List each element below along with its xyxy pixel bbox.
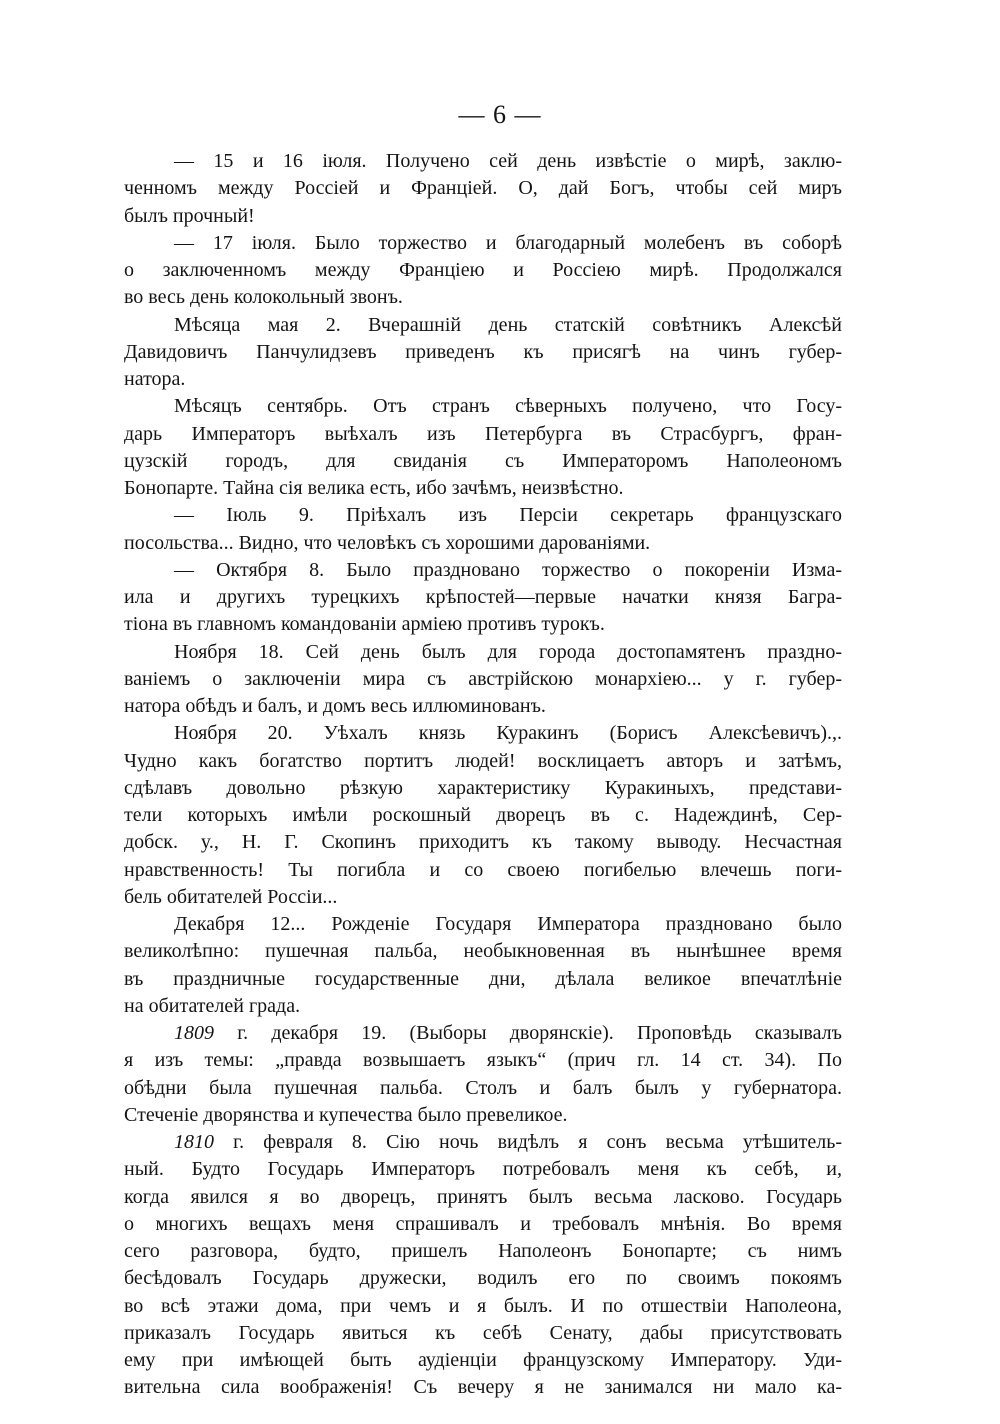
text-line: — Октября 8. Было празднованo торжество о покореніи Изма- — [174, 558, 842, 581]
text-line: 1809 г. декабря 19. (Выборы дворянскіе). Проповѣдь сказывалъ — [174, 1022, 842, 1044]
text-line: Давидовичъ Панчулидзевъ приведенъ къ присягѣ на чинъ губер- — [124, 340, 842, 363]
text-line: — 17 іюля. Было торжество и благодарный молебенъ въ соборѣ — [174, 231, 842, 254]
text-line: обѣдни была пушечная пальба. Столъ и балъ былъ у губернатора. — [124, 1076, 842, 1099]
text-line: натора обѣдъ и балъ, и домъ весь иллюминованъ. — [124, 695, 546, 717]
text-line: ила и другихъ турецкихъ крѣпостей—первые начатки князя Багра- — [124, 586, 842, 608]
text-line: 1810 г. февраля 8. Сію ночь видѣлъ я сонъ весьма утѣшитель- — [174, 1131, 842, 1153]
text-line: сего разговора, будто, пришелъ Наполеонъ Бонопарте; съ нимъ — [124, 1240, 842, 1262]
body-text — [124, 148, 842, 1402]
text-line: — Іюль 9. Пріѣхалъ изъ Персіи секретарь французскаго — [174, 504, 842, 527]
text-line: я изъ темы: „правда возвышаетъ языкъ“ (прич гл. 14 ст. 34). По — [124, 1049, 842, 1072]
text-line: Ноября 20. Уѣхалъ князь Куракинъ (Борисъ Алексѣевичъ).,. — [174, 722, 842, 745]
text-line: ный. Будто Государь Императоръ потребовалъ меня къ себѣ, и, — [124, 1158, 842, 1181]
text-line: цузскій городъ, для свиданія съ Императоромъ Наполеономъ — [124, 449, 842, 472]
text-line: Чудно какъ богатство портитъ людей! восклицаетъ авторъ и затѣмъ, — [124, 749, 842, 772]
text-line: ваніемъ о заключеніи мира съ австрійскою монархіею... у г. губер- — [124, 667, 842, 690]
text-line: о заключенномъ между Франціею и Россіею мирѣ. Продолжался — [124, 259, 842, 281]
text-line: дарь Императоръ выѣхалъ изъ Петербурга въ Страсбургъ, фран- — [124, 422, 842, 445]
text-line: нравственность! Ты погибла и со своею погибелью влечешь поги- — [124, 858, 842, 881]
text-line: былъ прочный! — [124, 204, 255, 227]
text-line: добск. у., Н. Г. Скопинъ приходитъ къ такому выводу. Несчастная — [124, 831, 842, 854]
text-line: въ праздничные государственные дни, дѣлала великое впечатлѣніе — [124, 967, 842, 990]
text-line: во всѣ этажи дома, при чемъ и я былъ. И по отшествіи Наполеона, — [124, 1294, 842, 1317]
text-line: Мѣсяцъ сентябрь. Отъ странъ сѣверныхъ получено, что Госу- — [174, 395, 842, 418]
year-italic: 1809 — [174, 1022, 214, 1044]
text-line: когда явился я во дворецъ, принятъ былъ весьма ласково. Государь — [124, 1185, 842, 1208]
text-line: ему при имѣющей быть аудіенціи французскому Императору. Уди- — [124, 1349, 842, 1371]
text-line: натора. — [124, 368, 186, 390]
text-line: приказалъ Государь явиться къ себѣ Сенату, дабы присутствовать — [124, 1321, 842, 1344]
text-line: посольства... Видно, что человѣкъ съ хорошими дарованіями. — [124, 531, 651, 554]
text-line: тели которыхъ имѣли роскошный дворецъ въ с. Надеждинѣ, Сер- — [124, 804, 842, 826]
text-line: вительна сила воображенія! Съ вечеру я не занимался ни мало ка- — [124, 1376, 842, 1399]
year-italic: 1810 — [174, 1131, 214, 1153]
text-line: о многихъ вещахъ меня спрашивалъ и требовалъ мнѣнія. Во время — [124, 1212, 842, 1235]
text-line: сдѣлавъ довольно рѣзкую характеристику Куракиныхъ, представи- — [124, 776, 842, 799]
text-line: Мѣсяца мая 2. Вчерашній день статскій совѣтникъ Алексѣй — [174, 313, 842, 336]
text-line: Стеченіе дворянства и купечества было превеликое. — [124, 1103, 568, 1126]
text-line: бесѣдовалъ Государь дружески, водилъ его по своимъ покоямъ — [124, 1267, 842, 1290]
text-line: ченномъ между Россіей и Франціей. О, дай Богъ, чтобы сей миръ — [124, 177, 842, 200]
text-line: Бонопарте. Тайна сія велика есть, ибо зачѣмъ, неизвѣстно. — [124, 477, 624, 499]
text-line: Ноября 18. Сей день былъ для города достопамятенъ праздно- — [174, 640, 842, 663]
text-line: — 15 и 16 іюля. Получено сей день извѣстіе о мирѣ, заклю- — [174, 150, 842, 172]
text-line: тіона въ главномъ командованіи арміею противъ турокъ. — [124, 613, 605, 636]
text-line: бель обитателей Россіи... — [124, 885, 338, 908]
text-line: на обитателей града. — [124, 994, 301, 1017]
page-number: — 6 — — [458, 100, 542, 129]
text-line: во весь день колокольный звонъ. — [124, 286, 403, 309]
text-line: великолѣпно: пушечная пальба, необыкновенная въ нынѣшнее время — [124, 940, 842, 963]
text-line: Декабря 12... Рожденіе Государя Императора празднованo было — [174, 913, 842, 935]
